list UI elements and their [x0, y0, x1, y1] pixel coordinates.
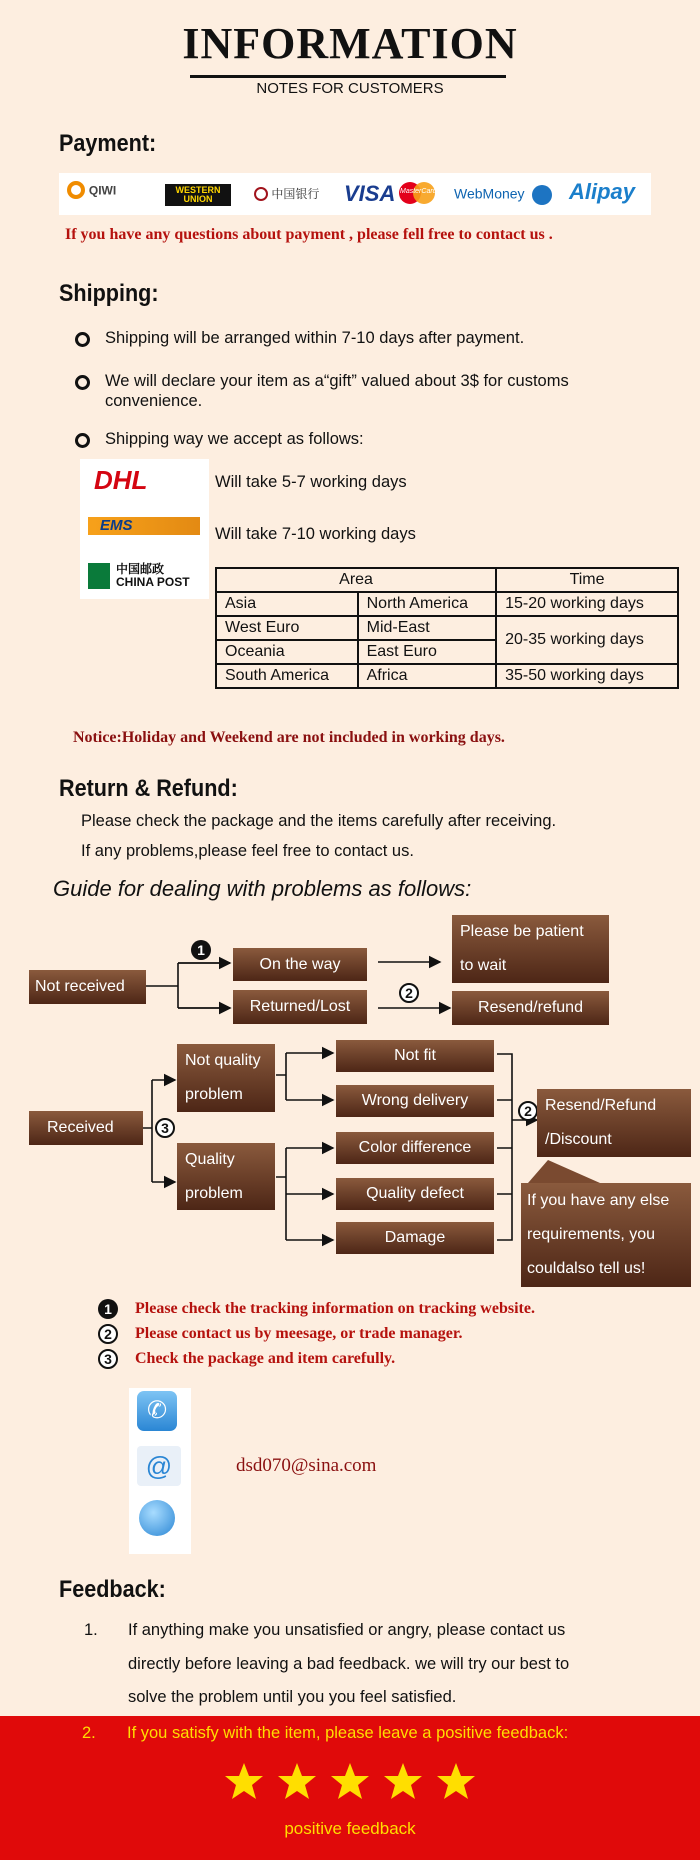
- table-cell: Asia: [216, 592, 358, 616]
- positive-feedback-banner: [0, 1716, 700, 1860]
- refund-heading: Return & Refund:: [59, 775, 238, 802]
- step-3-badge: 3: [98, 1349, 118, 1369]
- page-title: INFORMATION: [182, 19, 518, 68]
- table-cell: 35-50 working days: [496, 664, 678, 688]
- shipping-notice: Notice:Holiday and Weekend are not included in working days.: [73, 729, 505, 746]
- not-quality-box: Not quality problem: [177, 1044, 275, 1112]
- table-cell: West Euro: [216, 616, 358, 640]
- feedback-1-num: 1.: [84, 1621, 98, 1639]
- carrier-logos: DHL EMS 中国邮政 CHINA POST: [80, 459, 209, 599]
- guide-heading: Guide for dealing with problems as follows:: [53, 876, 472, 901]
- table-cell: Africa: [358, 664, 497, 688]
- phone-icon: ✆: [137, 1391, 177, 1431]
- quality-defect-box: Quality defect: [336, 1178, 494, 1210]
- page-subtitle: NOTES FOR CUSTOMERS: [256, 80, 444, 97]
- color-difference-box: Color difference: [336, 1132, 494, 1164]
- contact-icons: [129, 1388, 191, 1554]
- patient-box: Please be patient to wait: [452, 915, 609, 983]
- stars-label: positive feedback: [284, 1819, 416, 1838]
- table-cell: North America: [358, 592, 497, 616]
- not-fit-box: Not fit: [336, 1040, 494, 1072]
- damage-box: Damage: [336, 1222, 494, 1254]
- step-1-badge: 1: [191, 940, 211, 960]
- step-2-badge: 2: [518, 1101, 538, 1121]
- step-2-badge: 2: [98, 1324, 118, 1344]
- feedback-2-text: If you satisfy with the item, please leave a positive feedback:: [127, 1724, 569, 1742]
- on-the-way-box: On the way: [233, 948, 367, 981]
- step-2-badge: 2: [399, 983, 419, 1003]
- feedback-1-line-2: directly before leaving a bad feedback. we will try our best to: [128, 1655, 570, 1673]
- qiwi-logo: QIWI: [67, 181, 116, 199]
- star-icon: [277, 1761, 317, 1801]
- payment-note: If you have any questions about payment , please fell free to contact us .: [65, 226, 553, 243]
- shipping-bullet-1: Shipping will be arranged within 7-10 days after payment.: [105, 329, 525, 347]
- table-cell: 15-20 working days: [496, 592, 678, 616]
- step-3-text: Check the package and item carefully.: [135, 1350, 396, 1367]
- step-1-text: Please check the tracking information on tracking website.: [135, 1300, 535, 1317]
- resend-refund-box: Resend/refund: [452, 991, 609, 1025]
- table-cell: 20-35 working days: [496, 616, 678, 664]
- feedback-1-line-1: If anything make you unsatisfied or angry, please contact us: [128, 1621, 566, 1639]
- step-1-badge: 1: [98, 1299, 118, 1319]
- western-union-logo: WESTERN UNION: [165, 184, 231, 206]
- bank-of-china-logo: 中国银行: [254, 185, 319, 202]
- step-2-text: Please contact us by meesage, or trade manager.: [135, 1325, 463, 1342]
- table-cell: Mid-East: [358, 616, 497, 640]
- not-received-box: Not received: [29, 970, 146, 1004]
- star-icon: [383, 1761, 423, 1801]
- ems-logo: EMS: [88, 517, 200, 535]
- returned-lost-box: Returned/Lost: [233, 990, 367, 1024]
- star-rating: [0, 1761, 700, 1805]
- refund-line-1: Please check the package and the items carefully after receiving.: [81, 812, 557, 830]
- contact-email[interactable]: dsd070@sina.com: [236, 1455, 377, 1476]
- dhl-logo: DHL: [94, 465, 148, 495]
- shipping-bullet-2: We will declare your item as a“gift” valued about 3$ for customs convenience.: [105, 372, 569, 410]
- feedback-1-line-3: solve the problem until you you feel satisfied.: [128, 1688, 457, 1706]
- table-cell: Oceania: [216, 640, 358, 664]
- speech-tail: [528, 1160, 600, 1183]
- feedback-2-num: 2.: [82, 1724, 96, 1742]
- feedback-heading: Feedback:: [59, 1576, 166, 1603]
- else-requirements-box: If you have any else requirements, you couldalso tell us!: [521, 1183, 691, 1287]
- ems-time: Will take 7-10 working days: [215, 525, 416, 543]
- table-header-time: Time: [496, 568, 678, 592]
- step-3-badge: 3: [155, 1118, 175, 1138]
- dhl-time: Will take 5-7 working days: [215, 473, 407, 491]
- received-box: Received: [29, 1111, 143, 1145]
- email-icon: @: [137, 1446, 181, 1486]
- star-icon: [330, 1761, 370, 1801]
- shipping-heading: Shipping:: [59, 280, 159, 307]
- quality-box: Quality problem: [177, 1143, 275, 1210]
- mastercard-logo: MasterCard: [399, 182, 435, 204]
- table-cell: East Euro: [358, 640, 497, 664]
- messenger-icon: [139, 1500, 175, 1536]
- shipping-bullet-3: Shipping way we accept as follows:: [105, 430, 364, 448]
- wrong-delivery-box: Wrong delivery: [336, 1085, 494, 1117]
- webmoney-logo: WebMoney: [454, 185, 552, 205]
- refund-line-2: If any problems,please feel free to contact us.: [81, 842, 414, 860]
- payment-heading: Payment:: [59, 130, 157, 157]
- alipay-logo: Alipay: [569, 179, 636, 204]
- table-header-area: Area: [216, 568, 496, 592]
- resend-refund-discount-box: Resend/Refund /Discount: [537, 1089, 691, 1157]
- star-icon: [224, 1761, 264, 1801]
- visa-logo: VISA: [344, 181, 396, 206]
- star-icon: [436, 1761, 476, 1801]
- table-cell: South America: [216, 664, 358, 688]
